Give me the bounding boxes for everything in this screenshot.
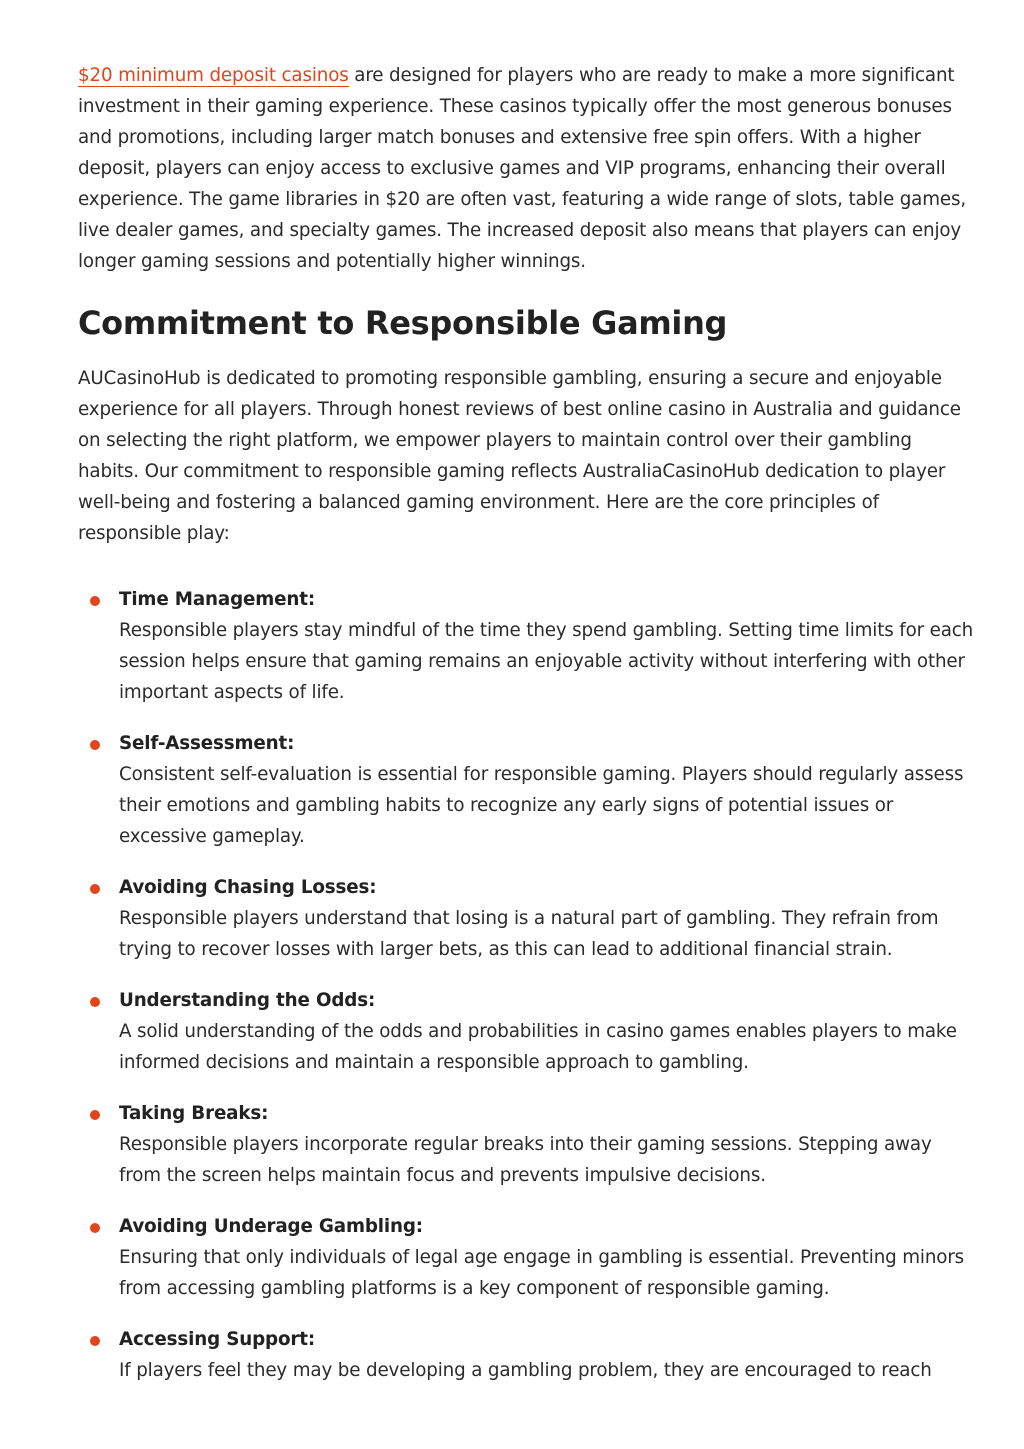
item-title: Taking Breaks: xyxy=(119,1103,269,1124)
section-paragraph: AUCasinoHub is dedicated to promoting responsible gambling, ensuring a secure and enjoyable experience for all players. Through honest reviews of best online casino in Australia and guidance on selecting the right platform, we empower players to maintain control over their gambling habits. Our commitment to responsible gaming reflects AustraliaCasinoHub dedication to player well-being and fostering a balanced gaming environment. Here are the core principles of responsible play: xyxy=(78,368,961,544)
intro-text: are designed for players who are ready to make a more significant investment in their gaming experience. These casinos typically offer the most generous bonuses and promotions, including larger match bonuses and extensive free spin offers. With a higher deposit, players can enjoy access to exclusive games and VIP programs, enhancing their overall experience. The game libraries in $20 are often vast, featuring a wide range of slots, table games, live dealer games, and specialty games. The increased deposit also means that players can enjoy longer gaming sessions and potentially higher winnings. xyxy=(78,65,967,272)
bullet-icon xyxy=(90,596,100,606)
item-text: A solid understanding of the odds and probabilities in casino games enables players to make informed decisions and maintain a responsible approach to gambling. xyxy=(119,1021,957,1073)
section-heading: Commitment to Responsible Gaming xyxy=(78,304,728,342)
item-title: Self-Assessment: xyxy=(119,733,295,754)
item-text: Responsible players understand that losing is a natural part of gambling. They refrain from trying to recover losses with larger bets, as this can lead to additional financial strain. xyxy=(119,908,939,960)
item-text: If players feel they may be developing a gambling problem, they are encouraged to reach xyxy=(119,1360,932,1381)
list-item xyxy=(78,1324,976,1386)
item-title: Accessing Support: xyxy=(119,1329,315,1350)
item-title: Avoiding Underage Gambling: xyxy=(119,1216,423,1237)
bullet-icon xyxy=(90,997,100,1007)
bullet-icon xyxy=(90,1223,100,1233)
bullet-icon xyxy=(90,884,100,894)
item-title: Time Management: xyxy=(119,589,316,610)
item-text: Ensuring that only individuals of legal age engage in gambling is essential. Preventing minors from accessing gambling platforms is a key component of responsible gaming. xyxy=(119,1247,965,1299)
item-text: Responsible players stay mindful of the time they spend gambling. Setting time limits for each session helps ensure that gaming remains an enjoyable activity without interfering with other important aspects of life. xyxy=(119,620,974,703)
intro-paragraph xyxy=(78,60,976,277)
bullet-icon xyxy=(90,740,100,750)
item-title: Understanding the Odds: xyxy=(119,990,376,1011)
list-item xyxy=(78,1211,976,1304)
item-title: Avoiding Chasing Losses: xyxy=(119,877,377,898)
list-item xyxy=(78,872,976,965)
principles-list xyxy=(78,584,976,1386)
bullet-icon xyxy=(90,1110,100,1120)
list-item xyxy=(78,584,976,708)
item-text: Consistent self-evaluation is essential for responsible gaming. Players should regularly assess their emotions and gambling habits to recognize any early signs of potential issues or excessive gameplay. xyxy=(119,764,964,847)
list-item xyxy=(78,728,976,852)
bullet-icon xyxy=(90,1336,100,1346)
min-deposit-casinos-link[interactable]: $20 minimum deposit casinos xyxy=(78,65,349,86)
item-text: Responsible players incorporate regular breaks into their gaming sessions. Stepping away from the screen helps maintain focus and prevents impulsive decisions. xyxy=(119,1134,932,1186)
list-item xyxy=(78,1098,976,1191)
list-item xyxy=(78,985,976,1078)
